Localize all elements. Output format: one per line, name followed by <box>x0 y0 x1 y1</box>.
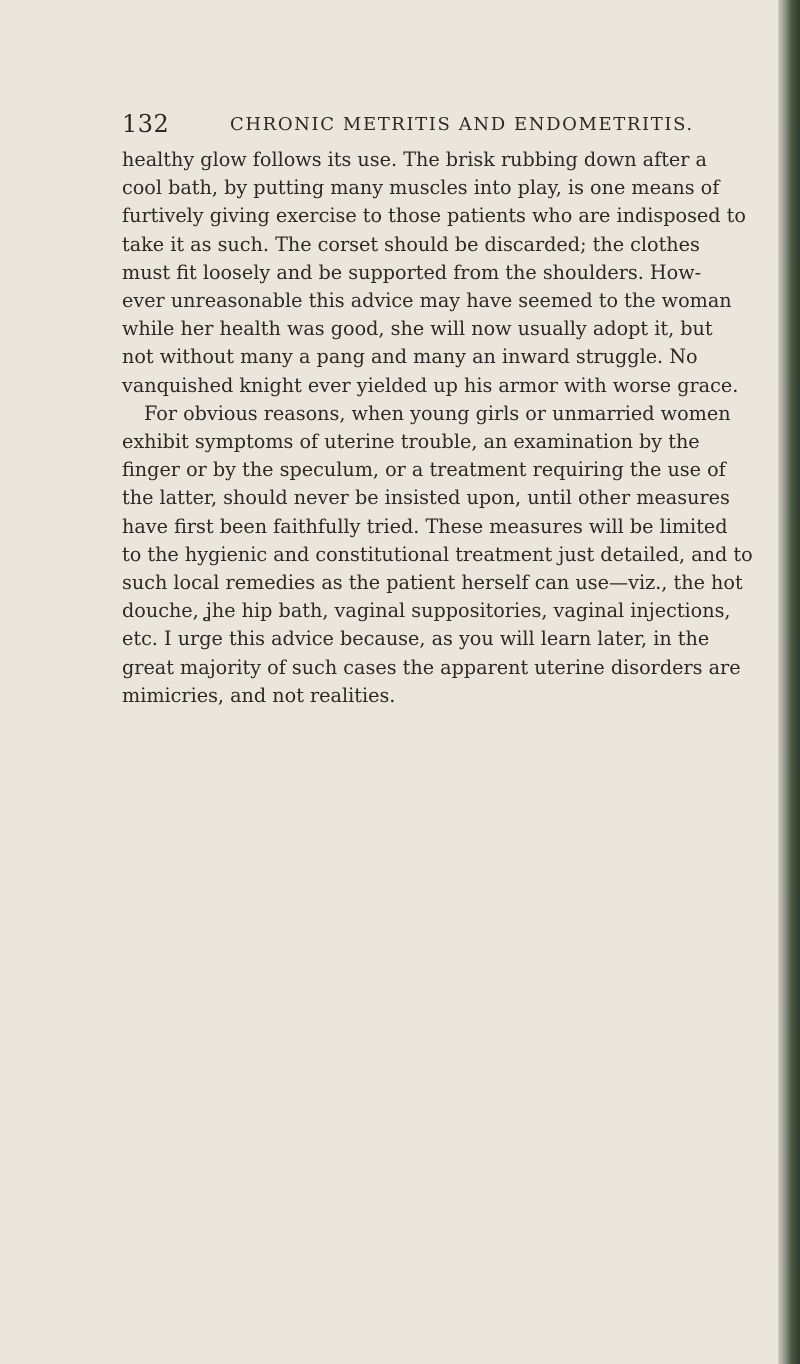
text-line: must fit loosely and be supported from the shoulders. How- <box>122 260 702 284</box>
text-line: not without many a pang and many an inward struggle. No <box>122 345 698 369</box>
text-line: take it as such. The corset should be discarded; the clothes <box>122 232 700 256</box>
book-spine-edge <box>778 0 800 1364</box>
text-line: have first been faithfully tried. These measures will be limited <box>122 514 728 538</box>
running-title: CHRONIC METRITIS AND ENDOMETRITIS. <box>230 114 694 135</box>
text-line: etc. I urge this advice because, as you will learn later, in the <box>122 627 710 651</box>
page-number: 132 <box>122 110 170 138</box>
text-line: For obvious reasons, when young girls or unmarried women <box>144 401 731 425</box>
text-line: douche, ʝhe hip bath, vaginal suppositories, vaginal injections, <box>122 599 731 623</box>
text-line: great majority of such cases the apparent uterine disorders are <box>122 655 741 679</box>
text-line: furtively giving exercise to those patients who are indisposed to <box>122 204 746 228</box>
text-line: such local remedies as the patient herself can use—viz., the hot <box>122 571 743 595</box>
text-line: cool bath, by putting many muscles into play, is one means of <box>122 176 720 200</box>
text-line: while her health was good, she will now usually adopt it, but <box>122 317 713 341</box>
body-text <box>122 146 762 710</box>
text-line: the latter, should never be insisted upon, until other measures <box>122 486 730 510</box>
text-line: to the hygienic and constitutional treatment just detailed, and to <box>122 542 753 566</box>
text-line: ever unreasonable this advice may have seemed to the woman <box>122 289 732 313</box>
text-line: vanquished knight ever yielded up his armor with worse grace. <box>122 373 739 397</box>
text-line: finger or by the speculum, or a treatment requiring the use of <box>122 458 726 482</box>
text-line: healthy glow follows its use. The brisk rubbing down after a <box>122 148 707 171</box>
text-line: exhibit symptoms of uterine trouble, an examination by the <box>122 430 700 454</box>
text-line: mimicries, and not realities. <box>122 683 396 707</box>
page-header <box>122 110 762 140</box>
